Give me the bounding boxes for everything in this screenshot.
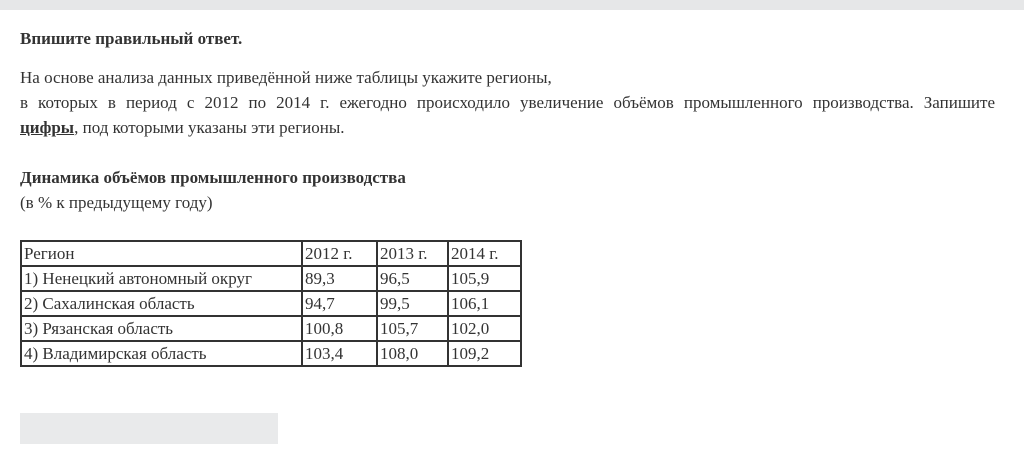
table-cell-region: 4) Владимирская область	[21, 341, 302, 366]
table-row	[21, 291, 521, 316]
table-row	[21, 266, 521, 291]
question-emphasis: цифры	[20, 118, 75, 137]
table-subtitle: (в % к предыдущему году)	[20, 193, 213, 212]
table-cell-value: 103,4	[302, 341, 377, 366]
top-bar	[0, 0, 1024, 10]
table-title: Динамика объёмов промышленного производства	[20, 168, 406, 187]
table-cell-region: 2) Сахалинская область	[21, 291, 302, 316]
table-header-row	[21, 241, 521, 266]
table-cell-value: 106,1	[448, 291, 521, 316]
question-line-1: На основе анализа данных приведённой ниже таблицы укажите регионы,	[20, 68, 552, 87]
table-row	[21, 341, 521, 366]
production-table	[20, 240, 522, 367]
table-cell-value: 99,5	[377, 291, 448, 316]
table-cell-value: 94,7	[302, 291, 377, 316]
table-row	[21, 316, 521, 341]
question-line-3-rest: , под которыми указаны эти регионы.	[74, 118, 345, 137]
table-header-cell: 2014 г.	[448, 241, 521, 266]
question-text	[20, 65, 995, 140]
table-cell-value: 89,3	[302, 266, 377, 291]
table-cell-value: 109,2	[448, 341, 521, 366]
table-cell-region: 3) Рязанская область	[21, 316, 302, 341]
table-cell-value: 105,9	[448, 266, 521, 291]
task-content	[20, 26, 995, 367]
table-cell-value: 102,0	[448, 316, 521, 341]
question-line-3	[20, 115, 995, 140]
table-cell-region: 1) Ненецкий автономный округ	[21, 266, 302, 291]
table-header-cell: Регион	[21, 241, 302, 266]
instruction-text: Впишите правильный ответ.	[20, 29, 243, 48]
table-header-cell: 2012 г.	[302, 241, 377, 266]
table-header-cell: 2013 г.	[377, 241, 448, 266]
question-line-2: в которых в период с 2012 по 2014 г. ежегодно происходило увеличение объёмов промышленного производства. Запишите	[20, 93, 995, 112]
table-cell-value: 108,0	[377, 341, 448, 366]
table-cell-value: 96,5	[377, 266, 448, 291]
answer-input[interactable]	[20, 413, 278, 444]
table-cell-value: 100,8	[302, 316, 377, 341]
table-cell-value: 105,7	[377, 316, 448, 341]
